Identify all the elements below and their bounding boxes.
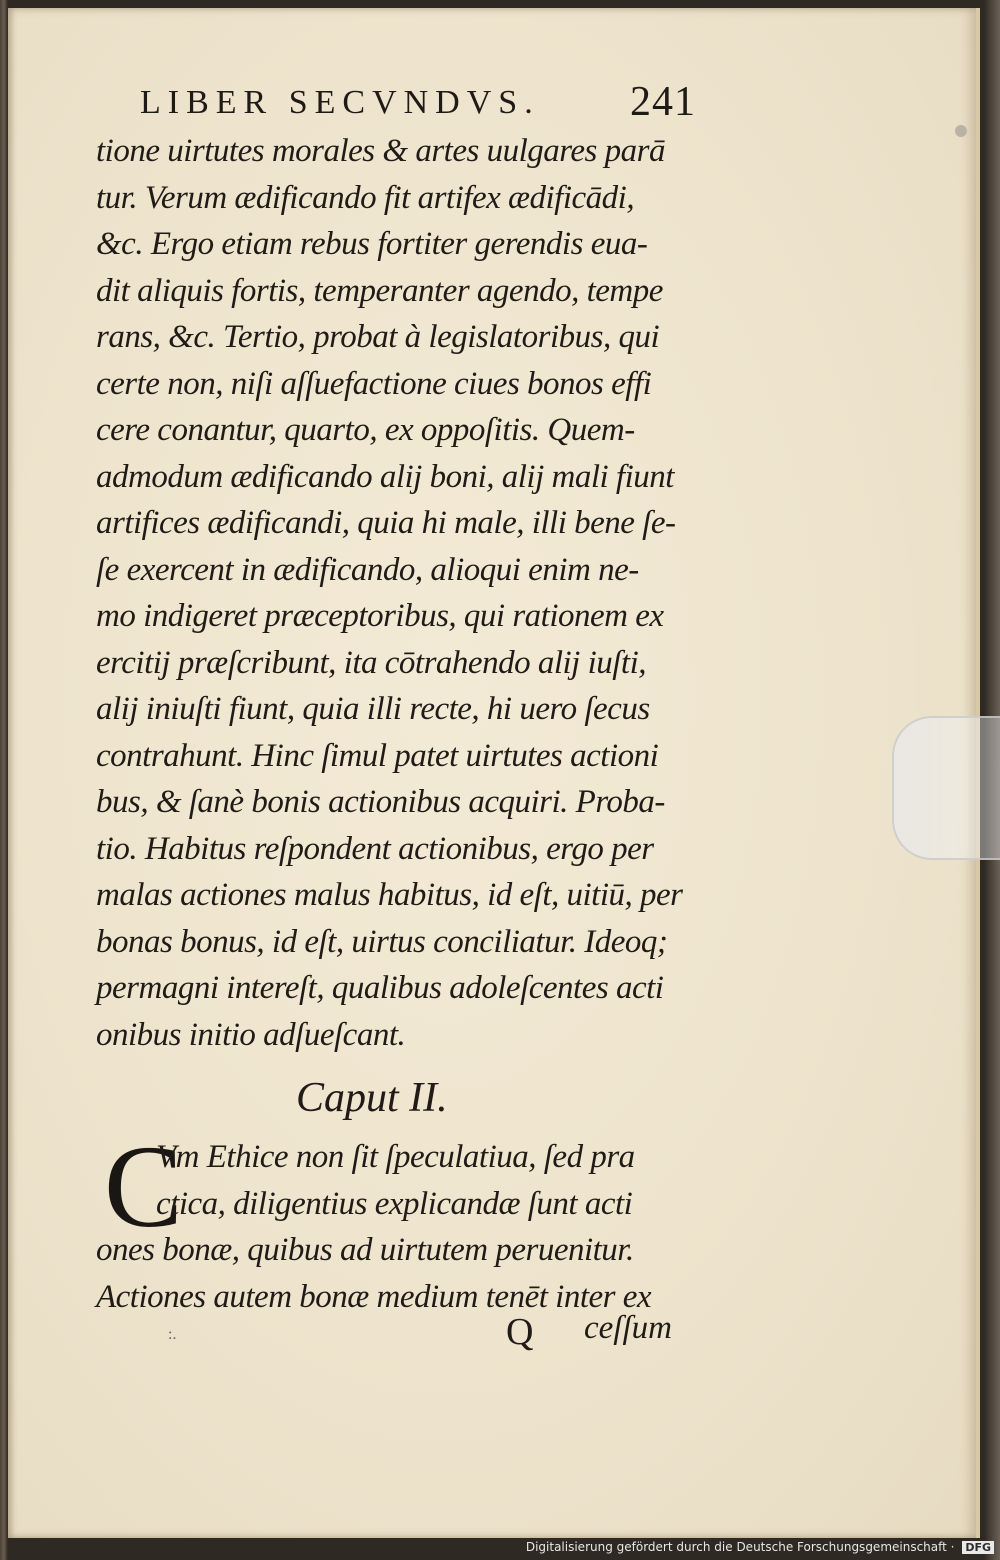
text-line: tio. Habitus reſpondent actionibus, ergo per	[96, 830, 654, 867]
text-line: bus, & ſanè bonis actionibus acquiri. Proba-	[96, 784, 665, 820]
text-line: malas actiones malus habitus, id eſt, uitiū, per	[96, 877, 683, 913]
drop-cap: C	[104, 1121, 183, 1252]
running-title: LIBER SECVNDVS.	[140, 84, 540, 121]
paragraph-1	[96, 128, 716, 1058]
text-line: ctica, diligentius explicandæ ſunt acti	[156, 1185, 633, 1222]
text-line: Actiones autem bonæ medium tenēt inter ex	[96, 1278, 652, 1315]
text-line: Vm Ethice non ſit ſpeculatiua, ſed pra	[156, 1139, 635, 1175]
text-line: ſe exercent in ædificando, alioqui enim ne-	[96, 551, 639, 588]
text-line: admodum ædificando alij boni, alij mali fiunt	[96, 458, 674, 495]
text-line: mo indigeret præceptoribus, qui rationem ex	[96, 598, 664, 634]
text-line: tione uirtutes morales & artes uulgares parā	[96, 133, 665, 169]
footer-mark: :.	[168, 1326, 177, 1343]
text-line: ercitij præſcribunt, ita cōtrahendo alij iuſti,	[96, 644, 647, 681]
paper-spot	[955, 125, 967, 137]
page-number: 241	[630, 79, 696, 125]
digitization-credit: Digitalisierung gefördert durch die Deutsche Forschungsgemeinschaft · DFG	[526, 1540, 994, 1554]
text-line: contrahunt. Hinc ſimul patet uirtutes actioni	[96, 737, 659, 774]
text-line: tur. Verum ædificando fit artifex ædificādi,	[96, 179, 635, 216]
text-line: artifices ædificandi, quia hi male, illi bene ſe-	[96, 505, 676, 541]
dfg-logo: DFG	[962, 1541, 994, 1554]
catchword: ceſſum	[584, 1310, 672, 1346]
text-line: dit aliquis fortis, temperanter agendo, tempe	[96, 272, 663, 309]
text-line: onibus initio adſueſcant.	[96, 1016, 406, 1053]
chapter-heading: Caput II.	[296, 1075, 448, 1121]
credit-text: Digitalisierung gefördert durch die Deutsche Forschungsgemeinschaft	[525, 1540, 947, 1554]
text-line: bonas bonus, id eſt, uirtus conciliatur. Ideoq;	[96, 923, 668, 960]
text-line: certe non, niſi aſſuefactione ciues bonos effi	[96, 365, 652, 402]
text-line: cere conantur, quarto, ex oppoſitis. Quem-	[96, 412, 635, 448]
text-line: &c. Ergo etiam rebus fortiter gerendis eua-	[96, 226, 648, 262]
text-line: ones bonæ, quibus ad uirtutem peruenitur.	[96, 1232, 634, 1268]
paragraph-2	[96, 1134, 716, 1320]
page-footer	[96, 1310, 716, 1360]
signature-mark: Q	[506, 1311, 534, 1353]
page-header	[100, 78, 710, 130]
text-line: rans, &c. Tertio, probat à legislatoribus, qui	[96, 319, 660, 355]
page-clip	[892, 716, 1000, 860]
text-line: alij iniuſti fiunt, quia illi recte, hi uero ſecus	[96, 691, 650, 727]
text-line: permagni intereſt, qualibus adoleſcentes acti	[96, 970, 664, 1006]
